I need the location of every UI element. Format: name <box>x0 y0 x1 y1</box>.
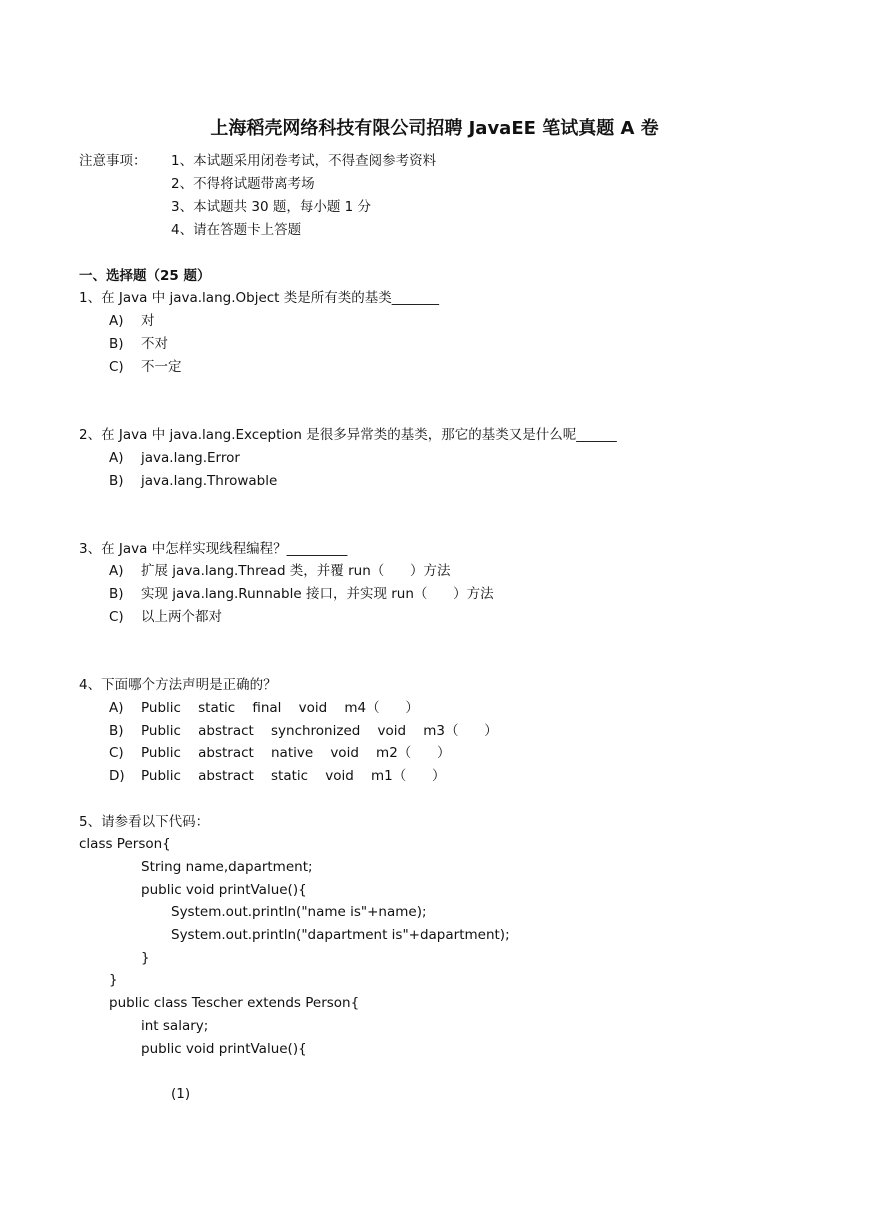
option-text: java.lang.Error <box>141 450 240 466</box>
notice-item: 3、本试题共 30 题，每小题 1 分 <box>171 199 372 215</box>
option-text: 不对 <box>141 336 168 352</box>
option-text: 实现 java.lang.Runnable 接口，并实现 run（ ）方法 <box>141 586 494 602</box>
question-stem: 4、下面哪个方法声明是正确的？ <box>79 677 277 693</box>
code-line: System.out.println("name is"+name); <box>171 904 427 920</box>
option-text: java.lang.Throwable <box>141 473 278 489</box>
notice-item: 1、本试题采用闭卷考试，不得查阅参考资料 <box>171 153 437 169</box>
code-line: public void printValue(){ <box>141 1041 307 1057</box>
option-key: B) <box>109 336 124 352</box>
question-stem: 5、请参看以下代码： <box>79 814 210 830</box>
question-stem: 1、在 Java 中 java.lang.Object 类是所有类的基类_______ <box>79 290 440 306</box>
notice-item: 4、请在答题卡上答题 <box>171 222 302 238</box>
option-text: 以上两个都对 <box>141 609 222 625</box>
notice-label: 注意事项： <box>79 153 147 169</box>
notice-item: 2、不得将试题带离考场 <box>171 176 315 192</box>
question-stem: 3、在 Java 中怎样实现线程编程？_________ <box>79 541 348 557</box>
code-line: public void printValue(){ <box>141 882 307 898</box>
option-key: A) <box>109 563 124 579</box>
code-line: (1) <box>171 1086 191 1102</box>
code-line: class Person{ <box>79 836 171 852</box>
option-key: C) <box>109 745 124 761</box>
option-key: B) <box>109 723 124 739</box>
option-key: B) <box>109 586 124 602</box>
option-text: Public static final void m4（ ） <box>141 700 419 716</box>
option-key: A) <box>109 450 124 466</box>
code-line: String name,dapartment; <box>141 859 313 875</box>
code-line: int salary; <box>141 1018 209 1034</box>
option-text: Public abstract synchronized void m3（ ） <box>141 723 498 739</box>
code-line: public class Tescher extends Person{ <box>109 995 360 1011</box>
page-title: 上海稻壳网络科技有限公司招聘 JavaEE 笔试真题 A 卷 <box>210 118 659 139</box>
code-line: } <box>141 950 150 966</box>
option-text: 不一定 <box>141 359 182 375</box>
option-key: B) <box>109 473 124 489</box>
code-line: } <box>109 972 118 988</box>
section-heading: 一、选择题（25 题） <box>79 268 211 284</box>
option-text: Public abstract native void m2（ ） <box>141 745 451 761</box>
option-text: Public abstract static void m1（ ） <box>141 768 446 784</box>
option-key: C) <box>109 609 124 625</box>
option-key: A) <box>109 313 124 329</box>
option-text: 扩展 java.lang.Thread 类，并覆 run（ ）方法 <box>141 563 451 579</box>
question-stem: 2、在 Java 中 java.lang.Exception 是很多异常类的基类，那它的基类又是什么呢______ <box>79 427 617 443</box>
code-line: System.out.println("dapartment is"+dapartment); <box>171 927 510 943</box>
option-key: A) <box>109 700 124 716</box>
option-text: 对 <box>141 313 155 329</box>
option-key: D) <box>109 768 125 784</box>
option-key: C) <box>109 359 124 375</box>
